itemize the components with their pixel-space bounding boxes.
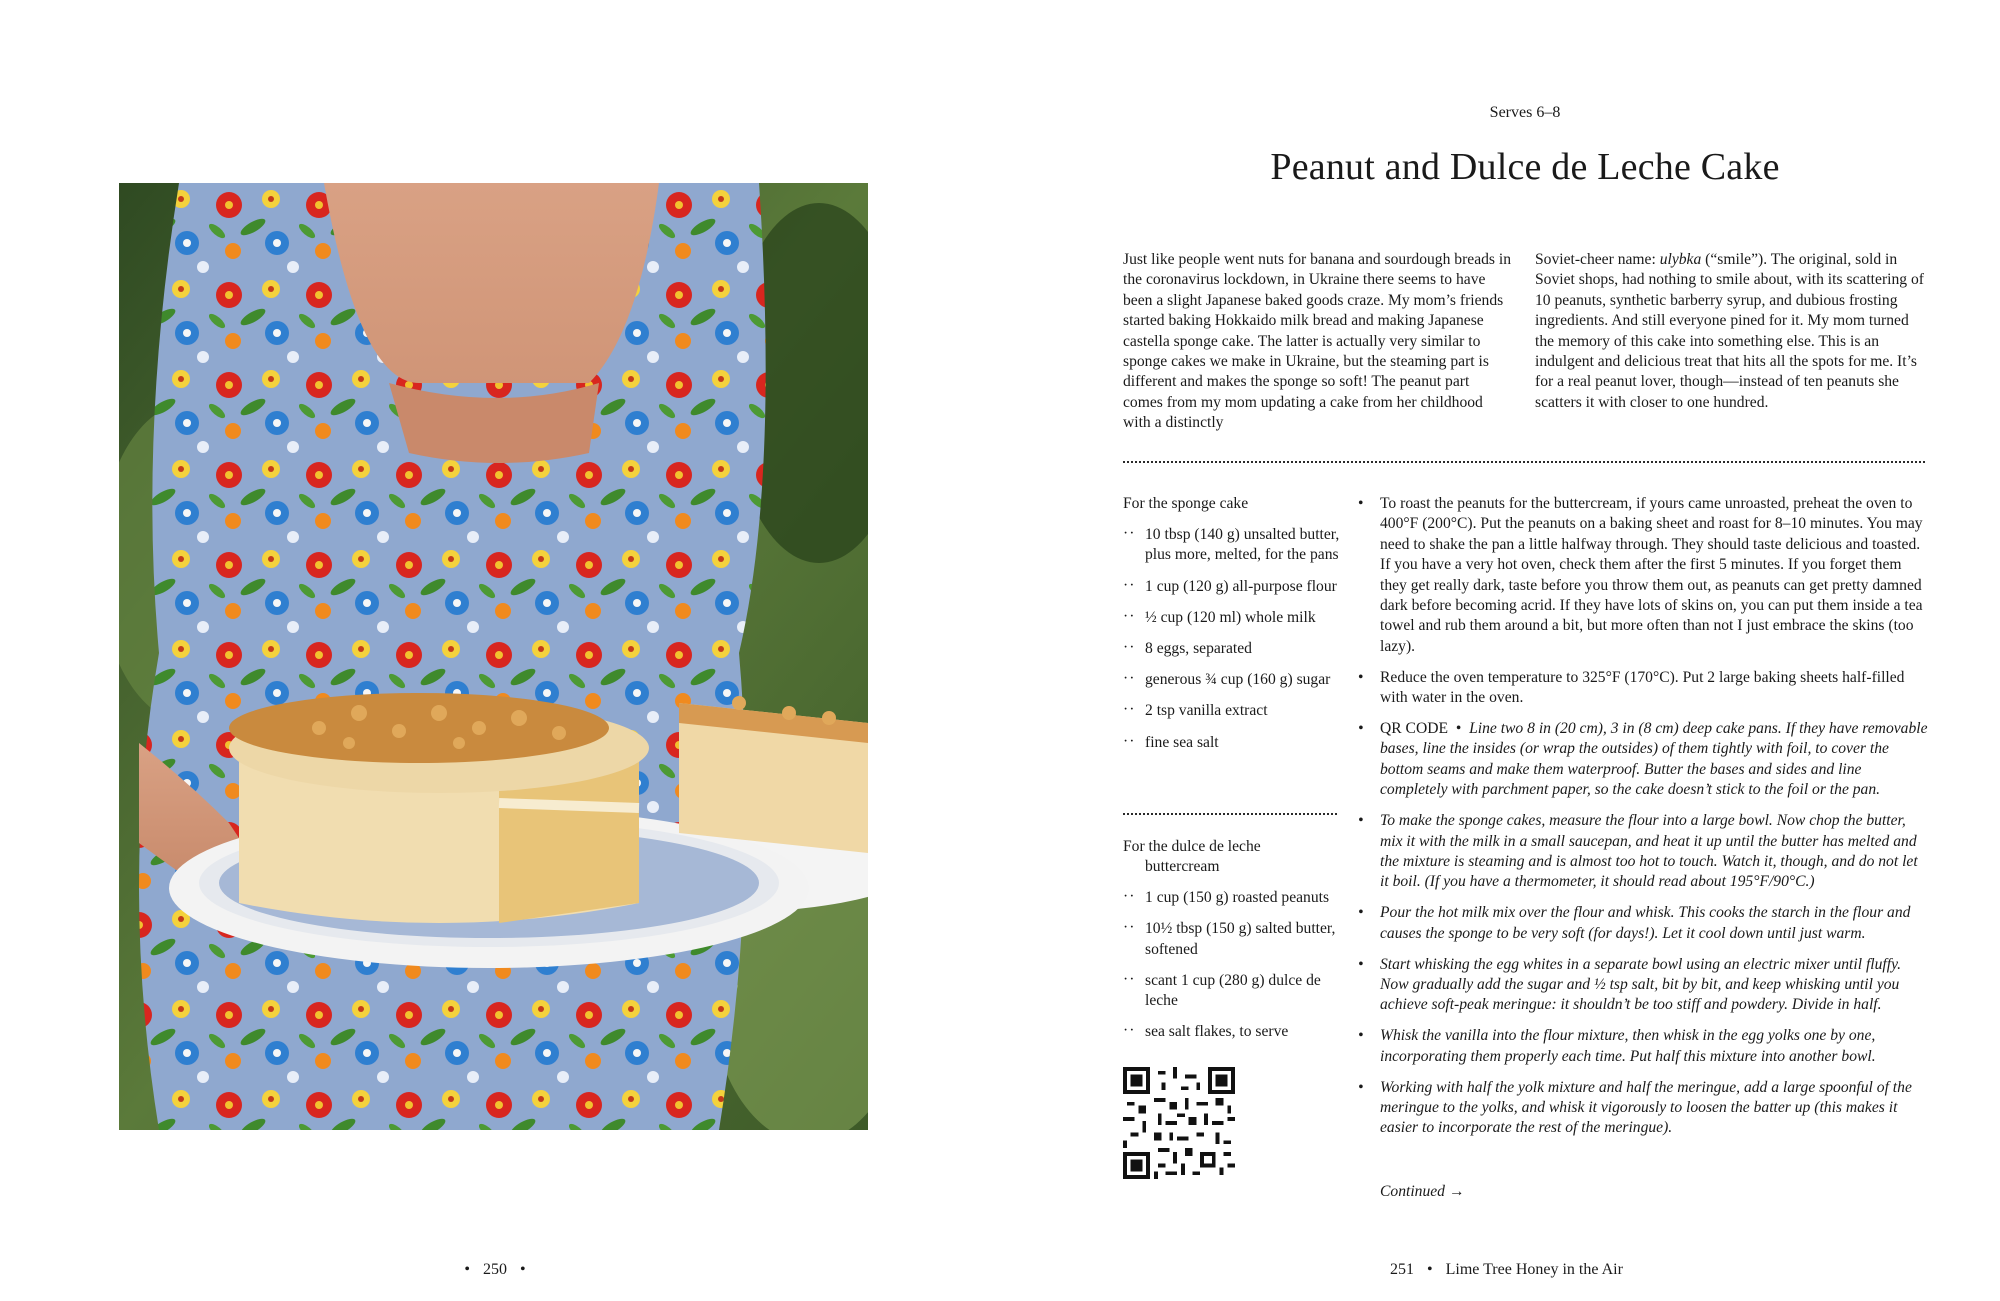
ingredient-item: ·· 1 cup (120 g) all-purpose flour: [1123, 577, 1345, 597]
folio-bullet: •: [464, 1261, 470, 1278]
right-page-number: 251: [1390, 1261, 1414, 1278]
folio-bullet: •: [1427, 1261, 1433, 1278]
ingredient-item: ·· scant 1 cup (280 g) dulce de leche: [1123, 971, 1345, 1012]
qr-code-label: QR CODE: [1380, 720, 1449, 738]
photo-illustration: [119, 183, 868, 1130]
sponge-heading: For the sponge cake: [1123, 495, 1249, 512]
sponge-ingredients: [1123, 525, 1345, 764]
method-step: • To make the sponge cakes, measure the flour into a large bowl. Now chop the butter, mix it with the milk in a small saucepan, and heat it up until the butter has melted and the mixture is steaming and is almost too hot to touch. Watch it, though, and do not let it boil. (If you have a thermometer, it should read about 195°F/90°C.): [1358, 811, 1928, 893]
buttercream-heading-line: For the dulce de leche: [1123, 838, 1261, 855]
continued-link[interactable]: Continued →: [1380, 1183, 1465, 1200]
method-step: • Pour the hot milk mix over the flour and whisk. This cooks the starch in the flour and causes the sponge to be very soft (for days!). Let it cool down until just warm.: [1358, 903, 1928, 944]
recipe-title: Peanut and Dulce de Leche Cake: [1270, 146, 1780, 188]
inline-bullet: •: [1455, 720, 1462, 738]
method-steps: [1358, 494, 1928, 1149]
buttercream-ingredients: [1123, 888, 1345, 1054]
ingredient-item: ·· sea salt flakes, to serve: [1123, 1022, 1345, 1042]
intro-text: (“smile”). The original, sold in Soviet shops, had nothing to smile about, with its scattering of 10 peanuts, synthetic barberry syrup, and dubious frosting ingredients. And still everyone pined for it. My mom turned the memory of this cake into something else. This is an indulgent and delicious treat that hits all the spots for me. It’s for a real peanut lover, though—instead of ten peanuts she scatters it with closer to one hundred.: [1535, 251, 1924, 411]
buttercream-heading: [1123, 837, 1261, 878]
ingredient-item: ·· 2 tsp vanilla extract: [1123, 701, 1345, 721]
ingredient-item: ·· 10 tbsp (140 g) unsalted butter, plus more, melted, for the pans: [1123, 525, 1345, 566]
left-page-folio: [450, 1261, 540, 1279]
intro-column-1: Just like people went nuts for banana and sourdough breads in the coronavirus lockdown, in Ukraine there seems to have been a slight Japanese baked goods craze. My mom’s friends started baking Hokkaido milk bread and making Japanese castella sponge cake. The latter is actually very similar to sponge cakes we make in Ukraine, but the steaming part is different and makes the sponge so soft! The peanut part comes from my mom updating a cake from her childhood with a distinctly: [1123, 251, 1512, 432]
method-step-text: Line two 8 in (20 cm), 3 in (8 cm) deep cake pans. If they have removable bases, line the insides (or wrap the outsides) of them tightly with foil, to cover the bottom seams and make them waterproof. Butter the bases and sides and line completely with parchment paper, so the cake doesn’t stick to the foil or the pan.: [1380, 720, 1928, 799]
ingredient-item: ·· 1 cup (150 g) roasted peanuts: [1123, 888, 1345, 908]
ingredient-item: ·· fine sea salt: [1123, 733, 1345, 753]
method-step: • To roast the peanuts for the buttercream, if yours came unroasted, preheat the oven to 400°F (200°C). Put the peanuts on a baking sheet and roast for 8–10 minutes. You may need to shake the pan a little halfway through. They should taste delicious and toasted. If you have a very hot oven, check them after the first 5 minutes. If you forget them they get really dark, taste before you throw them out, as peanuts can get pretty damned dark before becoming acrid. If they have lots of skins on, you can put them inside a tea towel and rub them around a bit, but more often than not I just embrace the skins (too lazy).: [1358, 494, 1928, 657]
ingredients-divider: [1123, 813, 1337, 815]
ingredient-item: ·· ½ cup (120 ml) whole milk: [1123, 608, 1345, 628]
running-head: Lime Tree Honey in the Air: [1445, 1261, 1623, 1278]
method-step: • Working with half the yolk mixture and half the meringue, add a large spoonful of the meringue to the yolks, and whisk it vigorously to loosen the batter up (this makes it easier to incorporate the rest of the meringue).: [1358, 1078, 1928, 1139]
dotted-divider: [1123, 461, 1925, 463]
cake-photo: [119, 183, 868, 1130]
qr-code[interactable]: [1123, 1067, 1235, 1179]
method-step: • Start whisking the egg whites in a separate bowl using an electric mixer until fluffy. Now gradually add the sugar and ½ tsp salt, bit by bit, and keep whisking until you achieve soft-peak meringue: it shouldn’t be too stiff and powdery. Divide in half.: [1358, 955, 1928, 1016]
intro-text: Soviet-cheer name:: [1535, 251, 1660, 268]
left-page-number: 250: [483, 1261, 507, 1278]
method-step: • Reduce the oven temperature to 325°F (170°C). Put 2 large baking sheets half-filled with water in the oven.: [1358, 668, 1928, 709]
folio-bullet: •: [520, 1261, 526, 1278]
serves-label: Serves 6–8: [1489, 104, 1561, 121]
ingredient-item: ·· generous ¾ cup (160 g) sugar: [1123, 670, 1345, 690]
method-step: [1358, 719, 1928, 801]
intro-column-2: [1535, 250, 1930, 413]
buttercream-heading-line: buttercream: [1145, 858, 1220, 876]
right-page-folio: [1390, 1261, 1623, 1279]
method-step: • Whisk the vanilla into the flour mixture, then whisk in the egg yolks one by one, incorporating them properly each time. Put half this mixture into another bowl.: [1358, 1026, 1928, 1067]
ingredient-item: ·· 10½ tbsp (150 g) salted butter, softened: [1123, 919, 1345, 960]
ingredient-item: ·· 8 eggs, separated: [1123, 639, 1345, 659]
intro-italic-word: ulybka: [1659, 251, 1702, 268]
